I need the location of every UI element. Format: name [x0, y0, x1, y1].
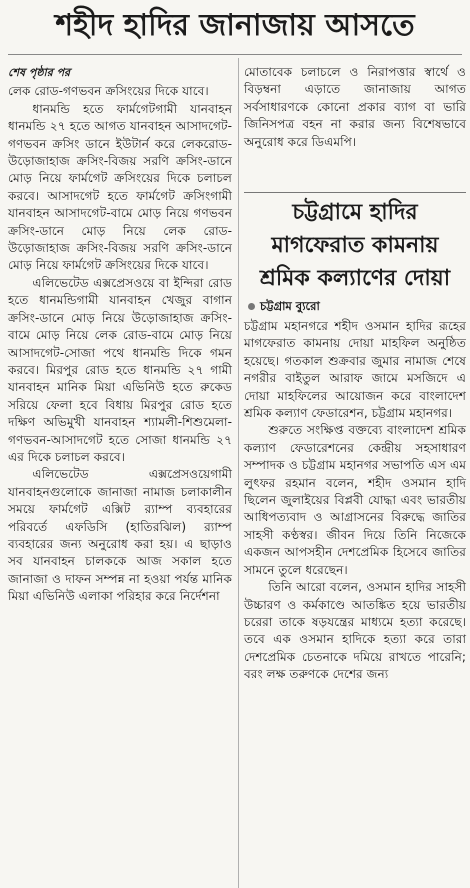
- headline-rule: [8, 54, 462, 55]
- column-divider: [238, 58, 239, 888]
- paragraph: এলিভেটেড এক্সপ্রেসওয়েগামী যানবাহনগুলোকে জানাজা নামাজ চলাকালীন সময়ে ফার্মগেট এক্সিট র‍্যাম্প ব্যবহারের পরিবর্তে এফডিসি (হাতিরঝিল) র‍্যাম্প ব্যবহারের জন্য অনুরোধ করা হয়। এ ছাড়াও সব যানবাহন চালককে আজ সকাল হতে জানাজা ও দাফন সম্পন্ন না হওয়া পর্যন্ত মানিক মিয়া এভিনিউ এলাকা পরিহার করে নির্দেশনা: [8, 467, 232, 604]
- paragraph: লেক রোড-গণভবন ক্রসিংয়ের দিকে যাবে।: [8, 84, 209, 99]
- continued-label: শেষ পৃষ্ঠার পর: [8, 66, 71, 79]
- sub-story-headline: চট্টগ্রামে হাদির মাগফেরাত কামনায় শ্রমিক কল্যাণের দোয়া: [259, 200, 451, 291]
- sub-story-body: [244, 318, 466, 684]
- left-column: [8, 64, 232, 606]
- paragraph: ধানমন্ডি হতে ফার্মগেটগামী যানবাহন ধানমন্ডি ২৭ হতে আগত যানবাহন আসাদগেট-গণভবন ক্রসিং ডানে ইউটার্ন করে লেকরোড-উড়োজাহাজ ক্রসিং-বিজয় সরণি ক্রসিং-ডানে মোড় নিয়ে ফার্মগেট ক্রসিংয়ের দিকে চলাচল করবে। আসাদগেট হতে ফার্মগেট ক্রসিংগামী যানবাহন আসাদগেট-বামে মোড় নিয়ে গণভবন ক্রসিং-ডানে মোড় নিয়ে লেক রোড-উড়োজাহাজ ক্রসিং-বিজয় সরণি ক্রসিং-ডানে মোড় নিয়ে ফার্মগেট ক্রসিংয়ের দিকে যাবে।: [8, 101, 232, 273]
- paragraph: মোতাবেক চলাচলে ও নিরাপত্তার স্বার্থে ও বিড়ম্বনা এড়াতে জানাজায় আগত সর্বসাধারণকে কোনো প্রকার ব্যাগ বা ভারি জিনিসপত্র বহন না করার জন্য বিশেষভাবে অনুরোধ করে ডিএমপি।: [244, 65, 466, 149]
- bullet-icon: [248, 303, 255, 310]
- paragraph: শুরুতে সংক্ষিপ্ত বক্তব্যে বাংলাদেশ শ্রমিক কল্যাণ ফেডারেশনের কেন্দ্রীয় সহসাধারণ সম্পাদক ও চট্টগ্রাম মহানগর সভাপতি এস এম লুৎফর রহমান বলেন, শহীদ ওসমান হাদি ছিলেন জুলাইয়ের বিপ্লবী যোদ্ধা এবং ভারতীয় আধিপত্যবাদ ও আগ্রাসনের বিরুদ্ধে জাতির সাহসী কণ্ঠস্বর। জীবন দিয়ে তিনি নিজেকে একজন আপসহীন দেশপ্রেমিক হিসেবে জাতির সামনে তুলে ধরেছেন।: [244, 423, 466, 577]
- paragraph: তিনি আরো বলেন, ওসমান হাদির সাহসী উচ্চারণ ও কর্মকাণ্ডে আতঙ্কিত হয়ে ভারতীয় চরেরা তাকে ষড়যন্ত্রের মাধ্যমে হত্যা করেছে। তবে এক ওসমান হাদিকে হত্যা করে তারা দেশপ্রেমিক চেতনাকে দমিয়ে রাখতে পারেনি; বরং লক্ষ তরুণকে দেশের জন্য: [244, 580, 466, 682]
- paragraph: এলিভেটেড এক্সপ্রেসওয়ে বা ইন্দিরা রোড হতে ধানমন্ডিগামী যানবাহন খেজুর বাগান ক্রসিং-ডানে মোড় নিয়ে উড়োজাহাজ ক্রসিং-বামে মোড় নিয়ে লেক রোড-বামে মোড় নিয়ে আসাদগেট-সোজা পথে ধানমন্ডি দিকে গমন করবে। মিরপুর রোড হতে ধানমন্ডি ২৭ গামী যানবাহন মানিক মিয়া এভিনিউ হতে রুকেড সরিয়ে ফেলা হবে বিধায় মিরপুর রোড হতে দক্ষিণ অভিমুখী যানবাহন শ্যামলী-শিশুমেলা-গণভবন-আসাদগেট হতে সোজা ধানমন্ডি ২৭ এর দিকে চলাচল করবে।: [8, 275, 232, 464]
- byline-text: চট্টগ্রাম ব্যুরো: [260, 299, 320, 313]
- sub-story-rule: [244, 192, 466, 193]
- paragraph: চট্টগ্রাম মহানগরে শহীদ ওসমান হাদির রূহের মাগফেরাত কামনায় দোয়া মাহফিল অনুষ্ঠিত হয়েছে। গতকাল শুক্রবার জুমার নামাজ শেষে নগরীর বাইতুল আরাফ জামে মসজিদে এ দোয়া মাহফিলের আয়োজন করে বাংলাদেশ শ্রমিক কল্যাণ ফেডারেশন, চট্টগ্রাম মহানগর।: [244, 319, 466, 421]
- headline: শহীদ হাদির জানাজায় আসতে: [55, 8, 415, 43]
- right-column-top: [244, 64, 466, 151]
- byline: [248, 298, 320, 317]
